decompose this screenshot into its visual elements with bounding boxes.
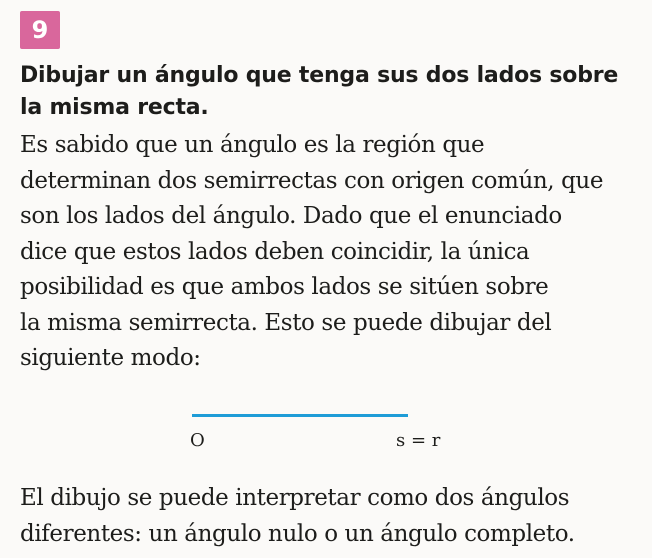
body-line: posibilidad es que ambos lados se sitúen sobre [20,274,549,300]
body-line: determinan dos semirrectas con origen común, que [20,167,604,194]
origin-label: O [190,430,205,451]
body-line: son los lados del ángulo. Dado que el enunciado [20,203,562,229]
closing-line: diferentes: un ángulo nulo o un ángulo completo. [20,520,575,547]
exercise-heading [20,60,640,124]
conclusion-paragraph [20,481,640,552]
body-line: la misma semirrecta. Esto se puede dibujar del [20,309,552,336]
explanation-paragraph [20,128,640,377]
heading-line: Dibujar un ángulo que tenga sus dos lados sobre [20,63,619,88]
exercise-number-badge: 9 [20,11,60,49]
closing-line: El dibujo se puede interpretar como dos ángulos [20,485,570,511]
body-line: siguiente modo: [20,345,201,371]
ray-label: s = r [396,430,441,451]
ray-figure [0,400,652,460]
coincident-ray-line [192,414,408,417]
heading-line: la misma recta. [20,95,209,120]
body-line: Es sabido que un ángulo es la región que [20,132,485,158]
body-line: dice que estos lados deben coincidir, la única [20,238,530,265]
